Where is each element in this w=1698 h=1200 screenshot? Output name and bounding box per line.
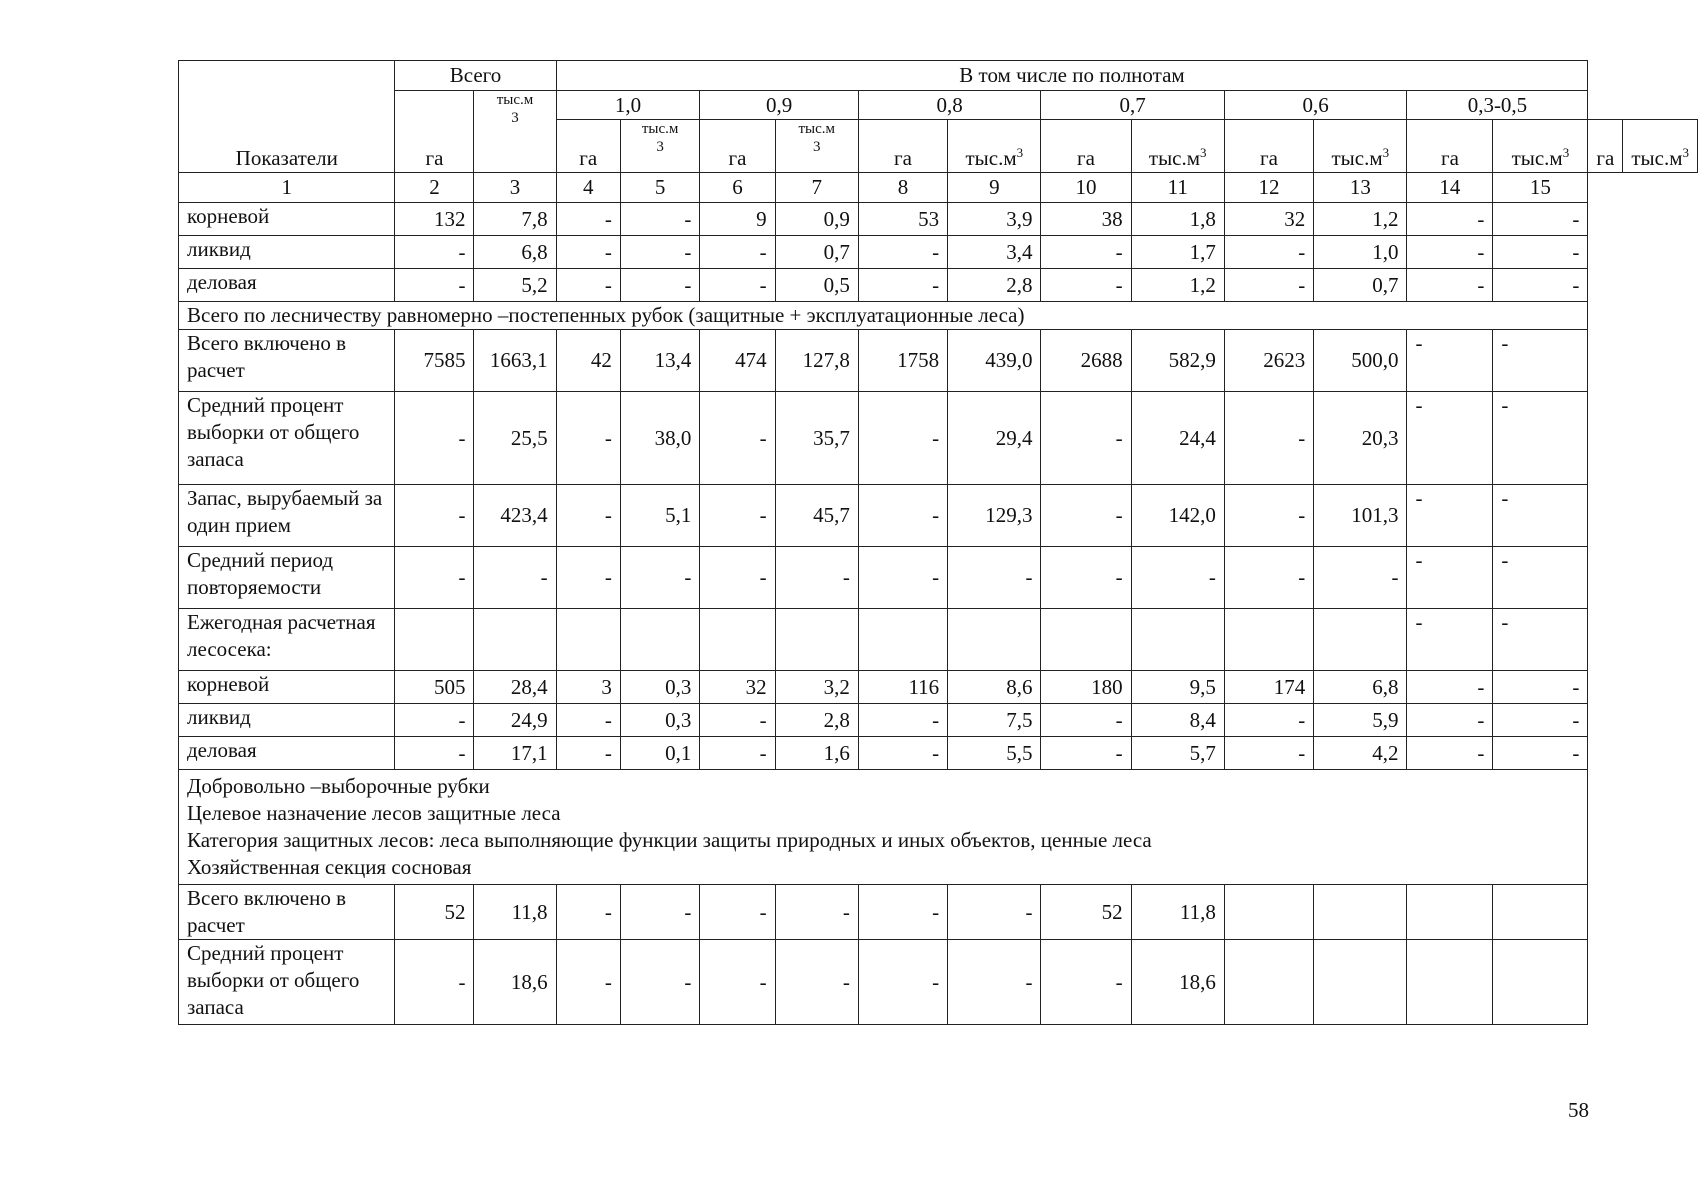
table-cell: 505 [395, 671, 474, 704]
table-cell: - [700, 392, 775, 485]
table-cell: 42 [556, 330, 620, 392]
table-cell: - [858, 269, 947, 302]
table-row [179, 203, 1698, 236]
table-cell: 5,9 [1314, 704, 1407, 737]
column-number: 12 [1224, 173, 1313, 203]
table-cell: 1,2 [1131, 269, 1224, 302]
table-cell: - [1493, 392, 1588, 485]
table-cell: 52 [395, 885, 474, 940]
table-cell: 0,7 [775, 236, 858, 269]
header-unit-ha: га [1588, 120, 1623, 173]
table-cell: 11,8 [474, 885, 556, 940]
table-cell: - [395, 704, 474, 737]
table-cell [1407, 885, 1493, 940]
table-cell: - [700, 885, 775, 940]
table-cell: 3 [556, 671, 620, 704]
table-cell: - [948, 940, 1041, 1025]
table-cell: - [1493, 203, 1588, 236]
header-row-groups [179, 61, 1698, 91]
table-cell: - [1407, 737, 1493, 770]
table-cell [1314, 885, 1407, 940]
header-density: 1,0 [556, 91, 700, 120]
table-cell: - [1493, 330, 1588, 392]
table-cell: - [1493, 269, 1588, 302]
table-cell: - [395, 737, 474, 770]
header-unit-vol: тыс.м 3 [620, 120, 700, 173]
table-cell: - [1314, 547, 1407, 609]
table-cell: - [700, 269, 775, 302]
section-line: Всего по лесничеству равномерно –постепенных рубок (защитные + эксплуатационные леса) [187, 303, 1025, 327]
table-cell [775, 609, 858, 671]
table-cell: - [1224, 392, 1313, 485]
header-total-vol: тыс.м 3 [474, 91, 556, 173]
table-cell: 38 [1041, 203, 1131, 236]
table-cell: - [858, 547, 947, 609]
table-cell: - [1041, 940, 1131, 1025]
table-cell: 5,5 [948, 737, 1041, 770]
table-cell: - [700, 737, 775, 770]
table-cell: 474 [700, 330, 775, 392]
section-heading [179, 770, 1588, 885]
table-cell: 25,5 [474, 392, 556, 485]
table-row [179, 704, 1698, 737]
table-cell: 9 [700, 203, 775, 236]
table-cell: 5,1 [620, 485, 700, 547]
table-cell: - [556, 392, 620, 485]
header-density: 0,7 [1041, 91, 1224, 120]
table-cell: - [395, 392, 474, 485]
table-cell: - [1224, 737, 1313, 770]
column-number: 1 [179, 173, 395, 203]
table-cell: - [948, 547, 1041, 609]
table-cell: 116 [858, 671, 947, 704]
table-cell: - [700, 236, 775, 269]
table-cell: 7,8 [474, 203, 556, 236]
table-cell [1314, 609, 1407, 671]
table-cell: 18,6 [1131, 940, 1224, 1025]
table-cell: 7,5 [948, 704, 1041, 737]
table-cell: 5,2 [474, 269, 556, 302]
table-cell: - [474, 547, 556, 609]
column-number: 4 [556, 173, 620, 203]
table-cell: - [1041, 547, 1131, 609]
table-cell [1041, 609, 1131, 671]
table-cell: - [1224, 236, 1313, 269]
row-label: ликвид [179, 236, 395, 269]
header-unit-ha: га [1041, 120, 1131, 173]
table-cell: - [1407, 704, 1493, 737]
row-label: корневой [179, 203, 395, 236]
table-cell: 32 [700, 671, 775, 704]
table-row [179, 885, 1698, 940]
table-cell: - [700, 940, 775, 1025]
table-cell: 7585 [395, 330, 474, 392]
table-cell: 52 [1041, 885, 1131, 940]
table-cell: - [1493, 704, 1588, 737]
table-cell: - [775, 547, 858, 609]
table-cell: 132 [395, 203, 474, 236]
table-cell: 0,9 [775, 203, 858, 236]
table-cell: 180 [1041, 671, 1131, 704]
header-density: 0,3-0,5 [1407, 91, 1588, 120]
table-cell: - [620, 885, 700, 940]
table-cell: - [556, 236, 620, 269]
table-cell: 24,4 [1131, 392, 1224, 485]
table-cell [556, 609, 620, 671]
table-cell: 1,2 [1314, 203, 1407, 236]
table-cell: - [556, 547, 620, 609]
table-row [179, 330, 1698, 392]
table-cell: - [395, 547, 474, 609]
column-number: 2 [395, 173, 474, 203]
table-row [179, 671, 1698, 704]
table-row [179, 269, 1698, 302]
table-row [179, 940, 1698, 1025]
table-cell [474, 609, 556, 671]
table-cell: 1,0 [1314, 236, 1407, 269]
table-cell: - [858, 885, 947, 940]
table-cell: - [775, 885, 858, 940]
table-cell: - [556, 269, 620, 302]
table-cell: - [700, 547, 775, 609]
table-cell: - [700, 704, 775, 737]
table-cell: - [1407, 392, 1493, 485]
table-cell: - [395, 940, 474, 1025]
table-cell: - [1224, 269, 1313, 302]
column-number: 15 [1493, 173, 1588, 203]
table-cell: - [1407, 203, 1493, 236]
row-label: ликвид [179, 704, 395, 737]
table-cell: 32 [1224, 203, 1313, 236]
table-cell [620, 609, 700, 671]
table-cell: - [948, 885, 1041, 940]
table-cell: 1,6 [775, 737, 858, 770]
table-cell: - [858, 392, 947, 485]
page-number: 58 [1568, 1098, 1589, 1122]
table-cell [1224, 885, 1313, 940]
table-cell: - [1041, 737, 1131, 770]
column-number: 11 [1131, 173, 1224, 203]
section-line: Хозяйственная секция сосновая [187, 855, 472, 879]
table-cell: - [1493, 671, 1588, 704]
header-row-densities [179, 91, 1698, 120]
row-label: деловая [179, 269, 395, 302]
forest-cutting-table [178, 60, 1698, 1025]
row-label: Всего включено в расчет [179, 885, 395, 940]
row-label: корневой [179, 671, 395, 704]
table-cell: - [1407, 547, 1493, 609]
header-unit-ha: га [1224, 120, 1313, 173]
table-cell: - [395, 236, 474, 269]
section-line: Добровольно –выборочные рубки [187, 774, 490, 798]
table-cell: - [700, 485, 775, 547]
table-cell: 18,6 [474, 940, 556, 1025]
table-cell: 3,2 [775, 671, 858, 704]
table-cell: 9,5 [1131, 671, 1224, 704]
row-label: Ежегодная расчетная лесосека: [179, 609, 395, 671]
table-cell: 24,9 [474, 704, 556, 737]
table-cell [1314, 940, 1407, 1025]
column-number: 8 [858, 173, 947, 203]
table-cell: - [1224, 485, 1313, 547]
table-cell [395, 609, 474, 671]
table-cell: - [620, 940, 700, 1025]
table-cell: 45,7 [775, 485, 858, 547]
header-total: Всего [395, 61, 556, 91]
table-cell: 423,4 [474, 485, 556, 547]
table-cell: - [556, 203, 620, 236]
table-cell [1407, 940, 1493, 1025]
table-cell: 6,8 [474, 236, 556, 269]
row-label: деловая [179, 737, 395, 770]
table-cell: - [1493, 609, 1588, 671]
table-cell: 3,4 [948, 236, 1041, 269]
table-cell: 2,8 [775, 704, 858, 737]
header-unit-ha: га [1407, 120, 1493, 173]
column-number: 9 [948, 173, 1041, 203]
table-cell: 8,6 [948, 671, 1041, 704]
table-cell: - [858, 236, 947, 269]
table-cell: - [1407, 671, 1493, 704]
table-cell: 174 [1224, 671, 1313, 704]
table-cell: 127,8 [775, 330, 858, 392]
table-cell: - [1407, 269, 1493, 302]
table-cell: 0,5 [775, 269, 858, 302]
table-cell: - [1407, 609, 1493, 671]
column-number-row [179, 173, 1698, 203]
table-cell: 17,1 [474, 737, 556, 770]
table-cell: 439,0 [948, 330, 1041, 392]
table-cell [858, 609, 947, 671]
table-row [179, 737, 1698, 770]
table-cell: - [556, 485, 620, 547]
table-cell [1493, 885, 1588, 940]
table-cell: - [395, 485, 474, 547]
section-heading [179, 302, 1588, 330]
header-density: 0,8 [858, 91, 1041, 120]
row-label: Всего включено в расчет [179, 330, 395, 392]
table-cell: 2688 [1041, 330, 1131, 392]
table-cell: - [858, 940, 947, 1025]
table-cell: 2623 [1224, 330, 1313, 392]
table-cell: - [1131, 547, 1224, 609]
table-cell: 29,4 [948, 392, 1041, 485]
table-cell: 13,4 [620, 330, 700, 392]
table-cell: 1,7 [1131, 236, 1224, 269]
column-number: 10 [1041, 173, 1131, 203]
table-cell: - [1407, 330, 1493, 392]
table-cell: 20,3 [1314, 392, 1407, 485]
table-cell: 0,7 [1314, 269, 1407, 302]
table-row [179, 547, 1698, 609]
table-cell: 6,8 [1314, 671, 1407, 704]
table-row [179, 485, 1698, 547]
header-unit-vol: тыс.м 3 [775, 120, 858, 173]
table-cell: - [620, 269, 700, 302]
table-cell: - [858, 485, 947, 547]
table-row [179, 392, 1698, 485]
table-cell: - [556, 885, 620, 940]
header-indicators: Показатели [179, 61, 395, 173]
row-label: Средний процент выборки от общего запаса [179, 392, 395, 485]
column-number: 6 [700, 173, 775, 203]
header-density: 0,6 [1224, 91, 1407, 120]
table-cell: - [1407, 236, 1493, 269]
row-label: Средний процент выборки от общего запаса [179, 940, 395, 1025]
table-cell: - [1493, 547, 1588, 609]
table-cell: - [620, 203, 700, 236]
table-cell [1224, 940, 1313, 1025]
header-density: 0,9 [700, 91, 858, 120]
header-total-ha: га [395, 91, 474, 173]
table-cell: 8,4 [1131, 704, 1224, 737]
header-unit-ha: га [556, 120, 620, 173]
table-cell: 0,3 [620, 671, 700, 704]
column-number: 5 [620, 173, 700, 203]
table-cell: - [556, 704, 620, 737]
table-cell: 5,7 [1131, 737, 1224, 770]
table-cell: 38,0 [620, 392, 700, 485]
table-cell: - [1493, 737, 1588, 770]
table-cell: - [556, 737, 620, 770]
table-cell: - [1041, 704, 1131, 737]
table-cell: 4,2 [1314, 737, 1407, 770]
table-cell: 35,7 [775, 392, 858, 485]
table-cell: - [1493, 236, 1588, 269]
table-cell: 142,0 [1131, 485, 1224, 547]
table-cell: 2,8 [948, 269, 1041, 302]
table-cell: - [395, 269, 474, 302]
section-line: Категория защитных лесов: леса выполняющие функции защиты природных и иных объектов, ценные леса [187, 828, 1152, 852]
section-row [179, 302, 1698, 330]
table-cell: - [1041, 236, 1131, 269]
header-unit-ha: га [858, 120, 947, 173]
table-cell: - [775, 940, 858, 1025]
section-row [179, 770, 1698, 885]
table-cell: 101,3 [1314, 485, 1407, 547]
table-cell: - [1041, 485, 1131, 547]
table-cell [1131, 609, 1224, 671]
row-label: Запас, вырубаемый за один прием [179, 485, 395, 547]
table-cell: - [1041, 392, 1131, 485]
table-cell [1493, 940, 1588, 1025]
table-cell [948, 609, 1041, 671]
table-cell: - [1041, 269, 1131, 302]
table-cell: 3,9 [948, 203, 1041, 236]
table-cell: 1758 [858, 330, 947, 392]
table-cell: 1,8 [1131, 203, 1224, 236]
table-cell: - [858, 704, 947, 737]
header-unit-ha: га [700, 120, 775, 173]
table-cell: - [1493, 485, 1588, 547]
column-number: 7 [775, 173, 858, 203]
table-cell: 53 [858, 203, 947, 236]
table-cell: - [1407, 485, 1493, 547]
table-cell: - [556, 940, 620, 1025]
table-row [179, 236, 1698, 269]
table-cell: 500,0 [1314, 330, 1407, 392]
table-cell: - [620, 236, 700, 269]
table-cell [700, 609, 775, 671]
table-cell: 129,3 [948, 485, 1041, 547]
header-unit-vol: $тыс.м^3$ [948, 120, 1041, 173]
table-cell: - [1224, 704, 1313, 737]
table-cell [1224, 609, 1313, 671]
column-number: 13 [1314, 173, 1407, 203]
table-cell: - [858, 737, 947, 770]
table-cell: 0,3 [620, 704, 700, 737]
table-cell: - [620, 547, 700, 609]
table-cell: 11,8 [1131, 885, 1224, 940]
table-cell: - [1224, 547, 1313, 609]
table-cell: 28,4 [474, 671, 556, 704]
header-unit-vol: $тыс.м^3$ [1493, 120, 1588, 173]
table-cell: 0,1 [620, 737, 700, 770]
row-label: Средний период повторяемости [179, 547, 395, 609]
header-by-density: В том числе по полнотам [556, 61, 1588, 91]
header-unit-vol: $тыс.м^3$ [1314, 120, 1407, 173]
section-line: Целевое назначение лесов защитные леса [187, 801, 561, 825]
column-number: 14 [1407, 173, 1493, 203]
table-cell: 1663,1 [474, 330, 556, 392]
table-cell: 582,9 [1131, 330, 1224, 392]
header-unit-vol: $тыс.м^3$ [1623, 120, 1698, 173]
table-row [179, 609, 1698, 671]
header-unit-vol: $тыс.м^3$ [1131, 120, 1224, 173]
column-number: 3 [474, 173, 556, 203]
